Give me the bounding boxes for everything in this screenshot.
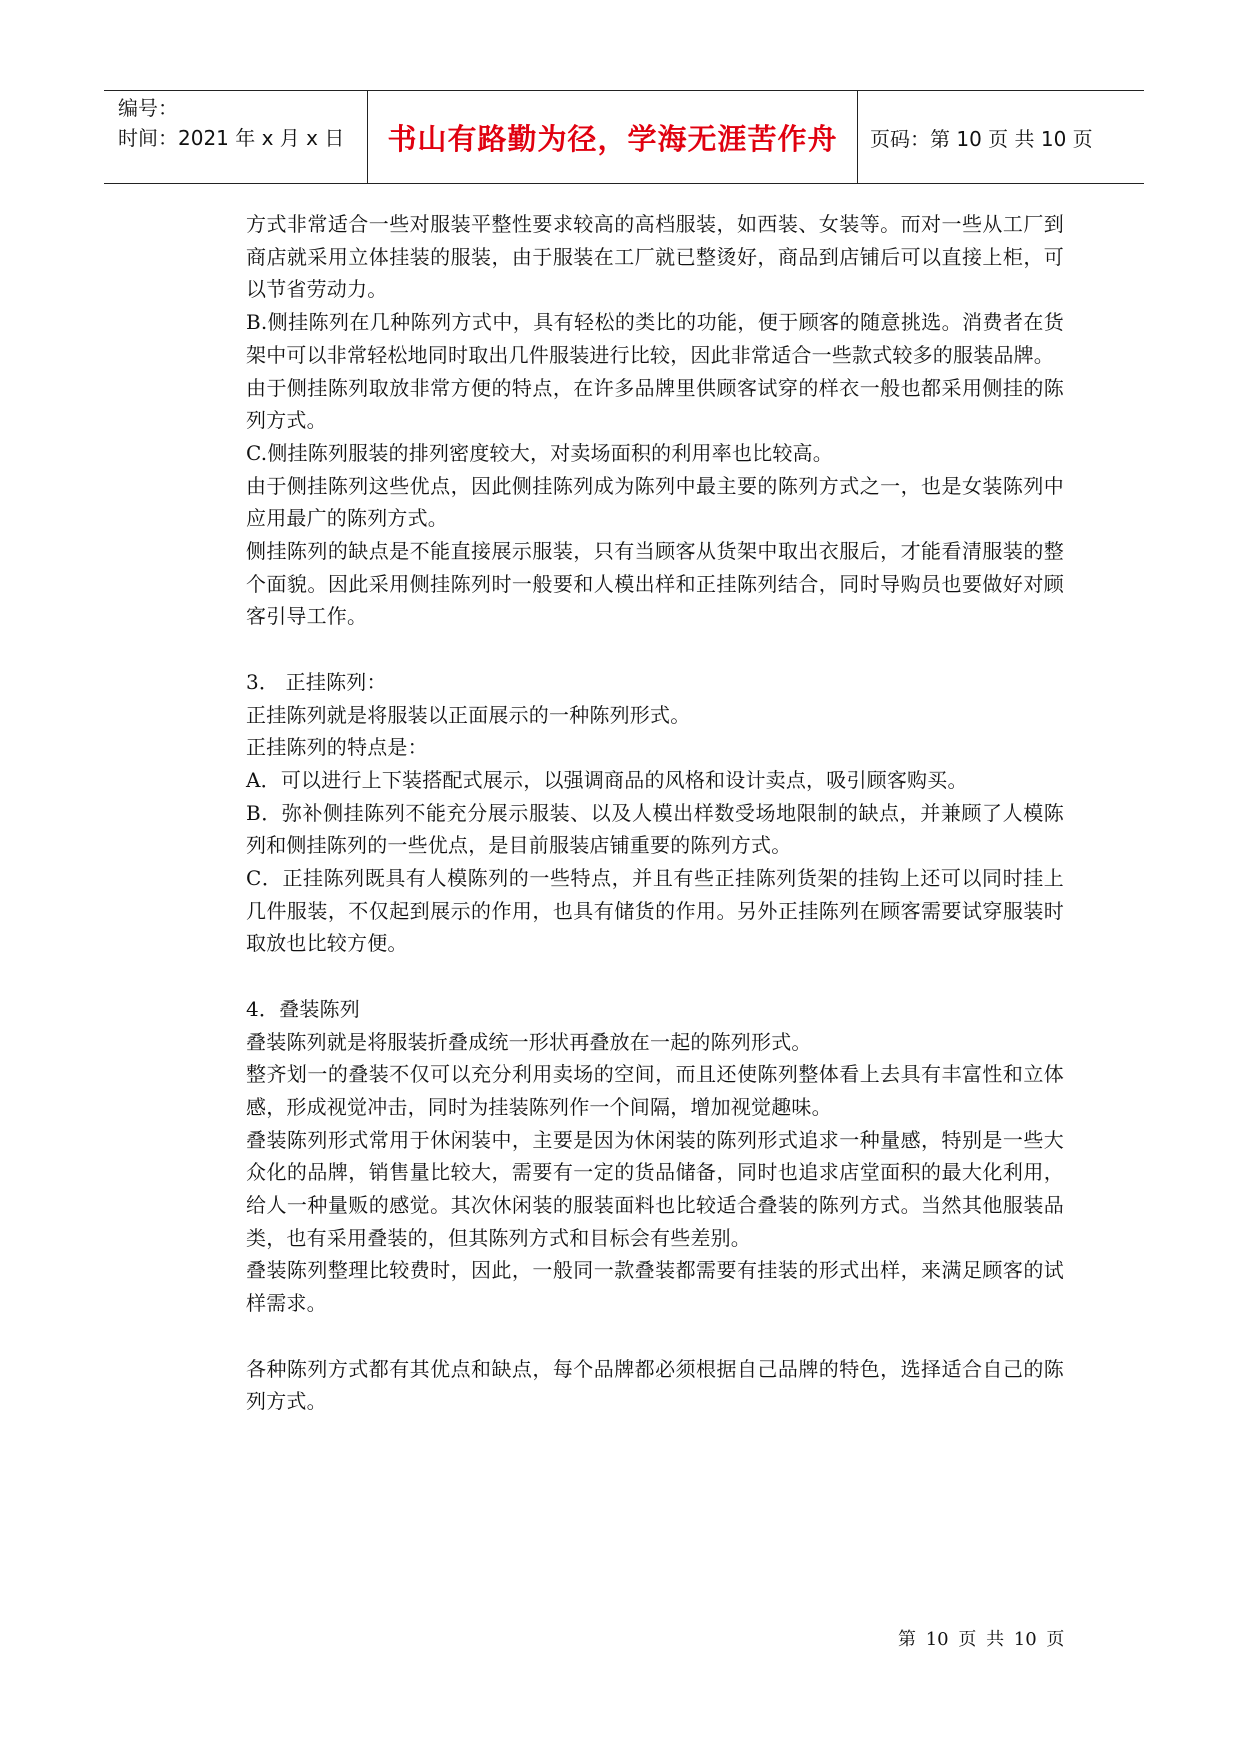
blank-line (246, 1320, 1064, 1353)
paragraph: 叠装陈列整理比较费时，因此，一般同一款叠装都需要有挂装的形式出样，来满足顾客的试样需求。 (246, 1258, 1064, 1316)
paragraph: 各种陈列方式都有其优点和缺点，每个品牌都必须根据自己品牌的特色，选择适合自己的陈列方式。 (246, 1356, 1064, 1414)
header-page-info-cell (858, 91, 1144, 183)
page-footer: 第 10 页 共 10 页 (898, 1629, 1065, 1650)
section-heading: 4．叠装陈列 (246, 996, 360, 1021)
header-meta (104, 91, 368, 183)
paragraph: 叠装陈列就是将服装折叠成统一形状再叠放在一起的陈列形式。 (246, 1029, 812, 1054)
paragraph: 正挂陈列就是将服装以正面展示的一种陈列形式。 (246, 702, 691, 727)
header-motto-cell (368, 91, 858, 183)
section-heading: 3． 正挂陈列： (246, 669, 387, 694)
paragraph: 由于侧挂陈列取放非常方便的特点，在许多品牌里供顾客试穿的样衣一般也都采用侧挂的陈列方式。 (246, 375, 1064, 433)
document-time-label: 时间：2021 年 x 月 x 日 (118, 126, 345, 150)
document-body (246, 208, 1064, 1418)
paragraph: B.侧挂陈列在几种陈列方式中，具有轻松的类比的功能，便于顾客的随意挑选。消费者在货架中可以非常轻松地同时取出几件服装进行比较，因此非常适合一些款式较多的服装品牌。 (246, 310, 1064, 367)
paragraph: 正挂陈列的特点是： (246, 735, 428, 760)
paragraph: 由于侧挂陈列这些优点，因此侧挂陈列成为陈列中最主要的陈列方式之一，也是女装陈列中应用最广的陈列方式。 (246, 473, 1064, 531)
paragraph: C．正挂陈列既具有人模陈列的一些特点，并且有些正挂陈列货架的挂钩上还可以同时挂上几件服装，不仅起到展示的作用，也具有储货的作用。另外正挂陈列在顾客需要试穿服装时取放也比较方便。 (246, 866, 1064, 956)
document-number-label: 编号： (118, 96, 178, 120)
blank-line (246, 960, 1064, 993)
header-motto: 书山有路勤为径，学海无涯苦作舟 (387, 121, 838, 156)
paragraph: C.侧挂陈列服装的排列密度较大，对卖场面积的利用率也比较高。 (246, 440, 833, 465)
paragraph: A．可以进行上下装搭配式展示，以强调商品的风格和设计卖点，吸引顾客购买。 (246, 767, 968, 792)
page-header (104, 90, 1144, 184)
paragraph: 侧挂陈列的缺点是不能直接展示服装，只有当顾客从货架中取出衣服后，才能看清服装的整个面貌。因此采用侧挂陈列时一般要和人模出样和正挂陈列结合，同时导购员也要做好对顾客引导工作。 (246, 539, 1064, 629)
blank-line (246, 633, 1064, 666)
paragraph: 方式非常适合一些对服装平整性要求较高的高档服装，如西装、女装等。而对一些从工厂到商店就采用立体挂装的服装，由于服装在工厂就已整烫好，商品到店铺后可以直接上柜，可以节省劳动力。 (246, 212, 1064, 302)
paragraph: B．弥补侧挂陈列不能充分展示服装、以及人模出样数受场地限制的缺点，并兼顾了人模陈列和侧挂陈列的一些优点，是目前服装店铺重要的陈列方式。 (246, 800, 1064, 858)
paragraph: 整齐划一的叠装不仅可以充分利用卖场的空间，而且还使陈列整体看上去具有丰富性和立体感，形成视觉冲击，同时为挂装陈列作一个间隔，增加视觉趣味。 (246, 1062, 1064, 1119)
paragraph: 叠装陈列形式常用于休闲装中，主要是因为休闲装的陈列形式追求一种量感，特别是一些大众化的品牌，销售量比较大，需要有一定的货品储备，同时也追求店堂面积的最大化利用，给人一种量贩的感觉。其次休闲装的服装面料也比较适合叠装的陈列方式。当然其他服装品类，也有采用叠装的，但其陈列方式和目标会有些差别。 (246, 1127, 1064, 1250)
header-page-info: 页码：第 10 页 共 10 页 (870, 126, 1093, 151)
